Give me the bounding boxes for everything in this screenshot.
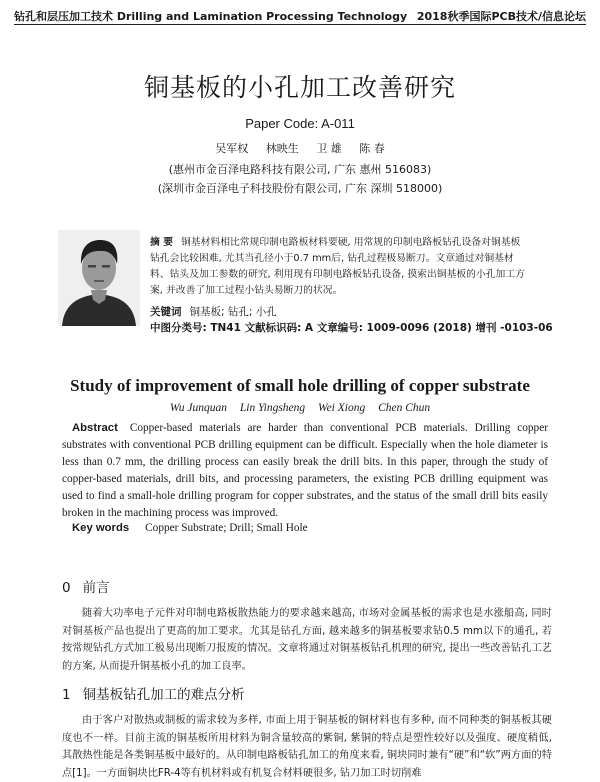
section-number: 1 [62,687,71,703]
author-en: Lin Yingsheng [239,402,306,414]
section-title: 铜基板钻孔加工的难点分析 [82,687,245,703]
header-left-text: 钻孔和层压加工技术 Drilling and Lamination Processing Technology [14,10,408,23]
running-header [14,6,586,24]
keywords-en [72,522,308,534]
abstract-cn-text: 铜基材料相比常规印制电路板材料要硬, 用常规的印制电路板钻孔设备对铜基板钻孔会比较困难, 尤其当孔径小于0.7 mm后, 钻孔过程极易断刀。文章通过对铜基材料、钻头及加工参数的研究, 利用现有印制电路板钻孔设备, 摸索出铜基板的小孔加工方案, 并改善了加工过程小钻头易断刀的状况。 [150,237,525,296]
affiliation-1: (惠州市金百泽电路科技有限公司, 广东 惠州 516083) [168,163,432,176]
author-en: Wu Junquan [169,402,227,414]
header-divider [14,24,586,25]
author-en: Wei Xiong [318,402,366,414]
author-cn: 陈 春 [359,142,385,155]
section-paragraph-1: 由于客户对散热或制板的需求较为多样, 市面上用于铜基板的铜材料也有多种, 而不同种类的铜基板其硬度也不一样。目前主流的铜基板所用材料为铜含量较高的紫铜, 紫铜的特点是塑性较好以及强度、硬度稍低, 其散热性能是各类铜基板中最好的。从印制电路板钻孔加工的角度来看, 铜块同时兼有“硬”和“软”两方面的特点[1]。一方面铜块比FR-4等有机材料或有机复合材料硬很多, 钻刀加工时切削难 [62,715,552,779]
affiliation-2: (深圳市金百泽电子科技股份有限公司, 广东 深圳 518000) [157,182,443,195]
section-heading-1 [62,683,245,703]
paper-title-en: Study of improvement of small hole drilling of copper substrate [70,376,530,395]
section-heading-0 [62,576,110,596]
keywords-cn-text: 铜基板; 钻孔; 小孔 [189,306,277,318]
section-paragraph-0: 随着大功率电子元件对印制电路板散热能力的要求越来越高, 市场对金属基板的需求也是水涨船高, 同时对铜基板产品也提出了更高的加工要求。尤其是钻孔方面, 越来越多的铜基板要求钻0.5 mm以下的通孔, 若按常规钻孔方式加工极易出现断刀报废的情况。文章将通过对铜基板钻孔机理的研究, 提出一些改善钻孔工艺的方案, 从而提升铜基板小孔的加工良率。 [62,608,552,672]
abstract-en-text: Copper-based materials are harder than conventional PCB materials. Drilling copper substrates with conventional PCB drilling equipment can be difficult. Especially when the hole diameter is less than 0.7 mm, the drilling process can easily break the drill bits. In this paper, through the study of copper-based materials, drill bits, and processing parameters, the existing PCB drilling equipment was used to find a small-hole drilling program for copper substrates, and the status of the small drill bits easily broken in the machining process was improved. [62,422,548,519]
keywords-cn [150,304,277,319]
author-en: Chen Chun [378,402,431,414]
keywords-cn-label: 关键词 [150,306,182,318]
paper-code: Paper Code: A-011 [245,116,355,131]
author-cn: 林映生 [265,142,299,155]
authors-en [0,402,600,414]
abstract-en [62,420,548,522]
abstract-cn-label: 摘 要 [150,237,174,248]
abstract-en-label: Abstract [72,422,118,434]
keywords-en-text: Copper Substrate; Drill; Small Hole [145,522,308,534]
paper-title-cn: 铜基板的小孔加工改善研究 [143,73,456,102]
authors-cn [0,140,600,156]
section-title: 前言 [82,580,110,596]
classification-line: 中图分类号: TN41 文献标识码: A 文章编号: 1009-0096 (2018) 增刊 -0103-06 [150,322,553,334]
author-cn: 吴军权 [215,142,249,155]
author-cn: 卫 雄 [316,142,342,155]
keywords-en-label: Key words [72,522,130,534]
section-number: 0 [62,580,71,596]
author-portrait-icon [58,230,140,326]
header-right-text: 2018秋季国际PCB技术/信息论坛 [416,10,586,23]
abstract-cn [150,235,530,299]
author-photo [58,230,140,326]
